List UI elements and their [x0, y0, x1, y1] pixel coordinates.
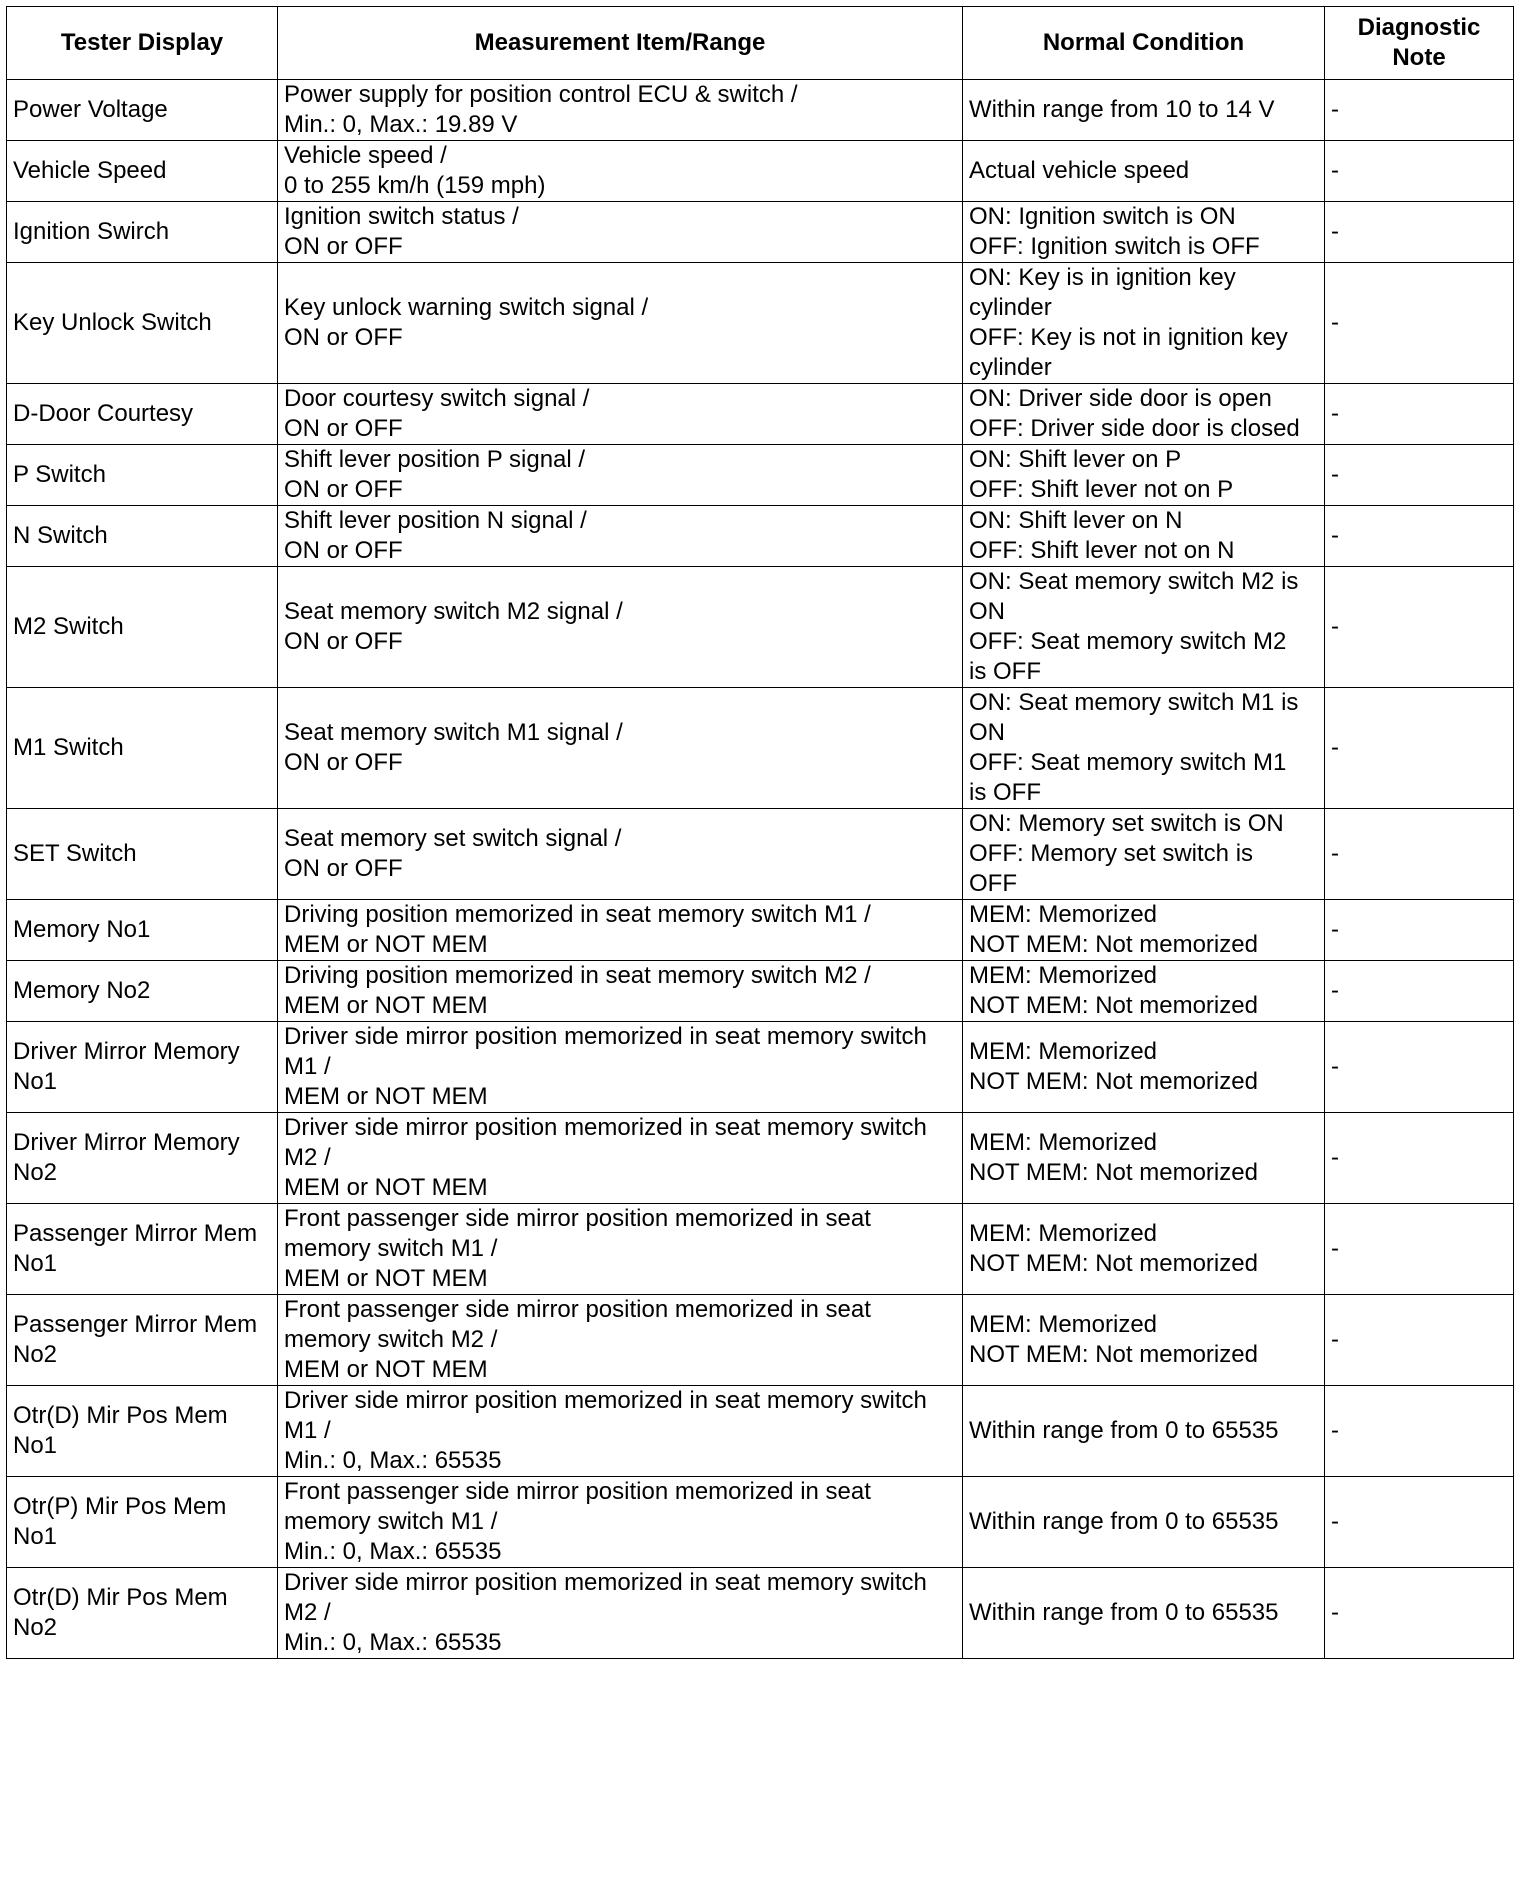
cell-tester-display-text: M1 Switch	[13, 734, 124, 761]
table-row	[7, 961, 1514, 1022]
cell-measurement-item	[278, 1204, 963, 1295]
cell-diagnostic-note	[1325, 506, 1514, 567]
cell-tester-display	[7, 1477, 278, 1568]
cell-measurement-item-text: Seat memory switch M2 signal / ON or OFF	[284, 598, 623, 655]
cell-normal-condition	[963, 688, 1325, 809]
cell-diagnostic-note	[1325, 445, 1514, 506]
cell-measurement-item	[278, 1477, 963, 1568]
cell-diagnostic-note	[1325, 1295, 1514, 1386]
cell-normal-condition	[963, 202, 1325, 263]
cell-diagnostic-note-text: -	[1331, 1417, 1339, 1444]
cell-measurement-item	[278, 445, 963, 506]
cell-measurement-item-text: Front passenger side mirror position memorized in seat memory switch M1 / MEM or NOT MEM	[284, 1205, 871, 1292]
cell-measurement-item	[278, 961, 963, 1022]
cell-normal-condition	[963, 961, 1325, 1022]
cell-measurement-item-text: Door courtesy switch signal / ON or OFF	[284, 385, 590, 442]
table-row	[7, 506, 1514, 567]
cell-tester-display	[7, 688, 278, 809]
cell-normal-condition-text: MEM: Memorized NOT MEM: Not memorized	[969, 1129, 1258, 1186]
cell-diagnostic-note-text: -	[1331, 1599, 1339, 1626]
cell-normal-condition	[963, 1477, 1325, 1568]
cell-tester-display-text: Memory No2	[13, 977, 151, 1004]
table-row	[7, 1295, 1514, 1386]
cell-diagnostic-note-text: -	[1331, 309, 1339, 336]
cell-normal-condition-text: MEM: Memorized NOT MEM: Not memorized	[969, 1311, 1258, 1368]
cell-normal-condition	[963, 1204, 1325, 1295]
cell-measurement-item	[278, 263, 963, 384]
cell-diagnostic-note	[1325, 1113, 1514, 1204]
table-row	[7, 384, 1514, 445]
cell-diagnostic-note	[1325, 1477, 1514, 1568]
header-tester-display: Tester Display	[7, 7, 278, 80]
cell-tester-display-text: M2 Switch	[13, 613, 124, 640]
cell-normal-condition	[963, 80, 1325, 141]
header-normal-condition: Normal Condition	[963, 7, 1325, 80]
cell-measurement-item	[278, 1386, 963, 1477]
cell-normal-condition	[963, 809, 1325, 900]
cell-diagnostic-note-text: -	[1331, 1508, 1339, 1535]
cell-normal-condition-text: MEM: Memorized NOT MEM: Not memorized	[969, 901, 1258, 958]
header-diagnostic-note: Diagnostic Note	[1325, 7, 1514, 80]
cell-normal-condition-text: ON: Key is in ignition key cylinder OFF: Key is not in ignition key cylinder	[969, 264, 1288, 381]
cell-diagnostic-note-text: -	[1331, 840, 1339, 867]
cell-measurement-item	[278, 80, 963, 141]
cell-normal-condition-text: MEM: Memorized NOT MEM: Not memorized	[969, 962, 1258, 1019]
cell-tester-display	[7, 202, 278, 263]
cell-measurement-item	[278, 202, 963, 263]
cell-tester-display	[7, 900, 278, 961]
cell-measurement-item	[278, 141, 963, 202]
header-row	[7, 7, 1514, 80]
cell-tester-display-text: Otr(P) Mir Pos Mem No1	[13, 1493, 227, 1550]
table-row	[7, 202, 1514, 263]
cell-tester-display-text: Driver Mirror Memory No1	[13, 1038, 240, 1095]
cell-tester-display	[7, 384, 278, 445]
cell-tester-display-text: Otr(D) Mir Pos Mem No2	[13, 1584, 228, 1641]
cell-measurement-item-text: Shift lever position N signal / ON or OFF	[284, 507, 587, 564]
cell-diagnostic-note-text: -	[1331, 977, 1339, 1004]
cell-tester-display	[7, 80, 278, 141]
cell-normal-condition-text: Within range from 0 to 65535	[969, 1599, 1279, 1626]
cell-tester-display	[7, 263, 278, 384]
cell-measurement-item-text: Shift lever position P signal / ON or OFF	[284, 446, 586, 503]
cell-diagnostic-note	[1325, 809, 1514, 900]
cell-diagnostic-note-text: -	[1331, 461, 1339, 488]
cell-normal-condition	[963, 567, 1325, 688]
cell-tester-display	[7, 1022, 278, 1113]
cell-measurement-item	[278, 1568, 963, 1659]
cell-tester-display	[7, 1386, 278, 1477]
cell-normal-condition	[963, 1568, 1325, 1659]
cell-measurement-item	[278, 900, 963, 961]
cell-normal-condition-text: Within range from 0 to 65535	[969, 1508, 1279, 1535]
cell-normal-condition-text: ON: Ignition switch is ON OFF: Ignition switch is OFF	[969, 203, 1260, 260]
cell-diagnostic-note	[1325, 1022, 1514, 1113]
cell-diagnostic-note-text: -	[1331, 613, 1339, 640]
cell-measurement-item-text: Seat memory set switch signal / ON or OFF	[284, 825, 622, 882]
cell-measurement-item	[278, 809, 963, 900]
cell-diagnostic-note-text: -	[1331, 96, 1339, 123]
cell-tester-display-text: N Switch	[13, 522, 108, 549]
cell-tester-display-text: D-Door Courtesy	[13, 400, 194, 427]
cell-measurement-item-text: Driver side mirror position memorized in seat memory switch M2 / Min.: 0, Max.: 65535	[284, 1569, 927, 1656]
table-row	[7, 1477, 1514, 1568]
cell-measurement-item-text: Driving position memorized in seat memory switch M1 / MEM or NOT MEM	[284, 901, 871, 958]
cell-normal-condition	[963, 384, 1325, 445]
cell-diagnostic-note	[1325, 384, 1514, 445]
cell-normal-condition-text: ON: Shift lever on N OFF: Shift lever not on N	[969, 507, 1235, 564]
cell-diagnostic-note	[1325, 688, 1514, 809]
cell-normal-condition-text: Actual vehicle speed	[969, 157, 1190, 184]
cell-measurement-item	[278, 506, 963, 567]
cell-normal-condition-text: ON: Seat memory switch M1 is ON OFF: Seat memory switch M1 is OFF	[969, 689, 1299, 806]
cell-measurement-item-text: Power supply for position control ECU & switch / Min.: 0, Max.: 19.89 V	[284, 81, 798, 138]
cell-tester-display-text: Otr(D) Mir Pos Mem No1	[13, 1402, 228, 1459]
cell-tester-display-text: Ignition Swirch	[13, 218, 170, 245]
cell-tester-display	[7, 1568, 278, 1659]
cell-tester-display-text: Key Unlock Switch	[13, 309, 212, 336]
cell-diagnostic-note	[1325, 80, 1514, 141]
cell-normal-condition-text: MEM: Memorized NOT MEM: Not memorized	[969, 1220, 1258, 1277]
cell-diagnostic-note-text: -	[1331, 1144, 1339, 1171]
cell-tester-display-text: Memory No1	[13, 916, 151, 943]
cell-normal-condition	[963, 141, 1325, 202]
cell-diagnostic-note	[1325, 1204, 1514, 1295]
cell-normal-condition	[963, 1113, 1325, 1204]
cell-tester-display-text: Driver Mirror Memory No2	[13, 1129, 240, 1186]
cell-diagnostic-note-text: -	[1331, 1235, 1339, 1262]
cell-tester-display	[7, 961, 278, 1022]
cell-measurement-item-text: Key unlock warning switch signal / ON or OFF	[284, 294, 649, 351]
cell-diagnostic-note-text: -	[1331, 522, 1339, 549]
cell-tester-display	[7, 506, 278, 567]
table-row	[7, 900, 1514, 961]
cell-tester-display-text: Passenger Mirror Mem No2	[13, 1311, 258, 1368]
cell-tester-display	[7, 809, 278, 900]
cell-measurement-item-text: Driver side mirror position memorized in seat memory switch M2 / MEM or NOT MEM	[284, 1114, 927, 1201]
cell-normal-condition-text: Within range from 10 to 14 V	[969, 96, 1275, 123]
cell-normal-condition	[963, 263, 1325, 384]
cell-measurement-item-text: Driver side mirror position memorized in seat memory switch M1 / MEM or NOT MEM	[284, 1023, 927, 1110]
cell-normal-condition-text: ON: Seat memory switch M2 is ON OFF: Seat memory switch M2 is OFF	[969, 568, 1299, 685]
table-row	[7, 1204, 1514, 1295]
cell-diagnostic-note	[1325, 1386, 1514, 1477]
cell-normal-condition	[963, 1295, 1325, 1386]
cell-diagnostic-note-text: -	[1331, 1326, 1339, 1353]
cell-diagnostic-note-text: -	[1331, 157, 1339, 184]
table-row	[7, 445, 1514, 506]
cell-measurement-item-text: Front passenger side mirror position memorized in seat memory switch M1 / Min.: 0, Max.: 65535	[284, 1478, 871, 1565]
cell-diagnostic-note	[1325, 141, 1514, 202]
table-row	[7, 1568, 1514, 1659]
cell-tester-display	[7, 141, 278, 202]
cell-normal-condition-text: ON: Driver side door is open OFF: Driver side door is closed	[969, 385, 1300, 442]
table-row	[7, 80, 1514, 141]
table-row	[7, 1113, 1514, 1204]
cell-diagnostic-note	[1325, 1568, 1514, 1659]
cell-measurement-item-text: Seat memory switch M1 signal / ON or OFF	[284, 719, 623, 776]
cell-measurement-item-text: Driver side mirror position memorized in seat memory switch M1 / Min.: 0, Max.: 65535	[284, 1387, 927, 1474]
cell-tester-display	[7, 445, 278, 506]
cell-measurement-item	[278, 1113, 963, 1204]
cell-measurement-item	[278, 384, 963, 445]
cell-tester-display-text: Power Voltage	[13, 96, 168, 123]
cell-measurement-item	[278, 688, 963, 809]
cell-diagnostic-note	[1325, 900, 1514, 961]
cell-tester-display	[7, 567, 278, 688]
header-measurement-item: Measurement Item/Range	[278, 7, 963, 80]
cell-diagnostic-note	[1325, 567, 1514, 688]
table-row	[7, 1022, 1514, 1113]
cell-diagnostic-note-text: -	[1331, 1053, 1339, 1080]
cell-measurement-item-text: Driving position memorized in seat memory switch M2 / MEM or NOT MEM	[284, 962, 871, 1019]
cell-diagnostic-note	[1325, 263, 1514, 384]
cell-measurement-item	[278, 1295, 963, 1386]
cell-tester-display-text: Vehicle Speed	[13, 157, 167, 184]
data-list-table	[6, 6, 1514, 1659]
cell-measurement-item-text: Ignition switch status / ON or OFF	[284, 203, 519, 260]
table-row	[7, 688, 1514, 809]
cell-tester-display	[7, 1204, 278, 1295]
cell-tester-display-text: P Switch	[13, 461, 106, 488]
cell-diagnostic-note	[1325, 202, 1514, 263]
cell-measurement-item	[278, 567, 963, 688]
cell-diagnostic-note-text: -	[1331, 400, 1339, 427]
cell-normal-condition	[963, 1386, 1325, 1477]
cell-diagnostic-note-text: -	[1331, 916, 1339, 943]
cell-normal-condition	[963, 1022, 1325, 1113]
cell-normal-condition	[963, 445, 1325, 506]
cell-tester-display-text: SET Switch	[13, 840, 137, 867]
cell-normal-condition-text: ON: Memory set switch is ON OFF: Memory set switch is OFF	[969, 810, 1284, 897]
table-row	[7, 1386, 1514, 1477]
cell-diagnostic-note	[1325, 961, 1514, 1022]
table-row	[7, 141, 1514, 202]
cell-normal-condition-text: ON: Shift lever on P OFF: Shift lever not on P	[969, 446, 1234, 503]
cell-diagnostic-note-text: -	[1331, 218, 1339, 245]
cell-tester-display	[7, 1113, 278, 1204]
table-row	[7, 809, 1514, 900]
table-row	[7, 263, 1514, 384]
cell-measurement-item-text: Vehicle speed / 0 to 255 km/h (159 mph)	[284, 142, 546, 199]
cell-measurement-item	[278, 1022, 963, 1113]
cell-normal-condition-text: Within range from 0 to 65535	[969, 1417, 1279, 1444]
cell-tester-display-text: Passenger Mirror Mem No1	[13, 1220, 258, 1277]
cell-normal-condition	[963, 506, 1325, 567]
cell-normal-condition	[963, 900, 1325, 961]
cell-normal-condition-text: MEM: Memorized NOT MEM: Not memorized	[969, 1038, 1258, 1095]
table-row	[7, 567, 1514, 688]
cell-diagnostic-note-text: -	[1331, 734, 1339, 761]
table-body	[7, 80, 1514, 1659]
cell-measurement-item-text: Front passenger side mirror position memorized in seat memory switch M2 / MEM or NOT MEM	[284, 1296, 871, 1383]
cell-tester-display	[7, 1295, 278, 1386]
